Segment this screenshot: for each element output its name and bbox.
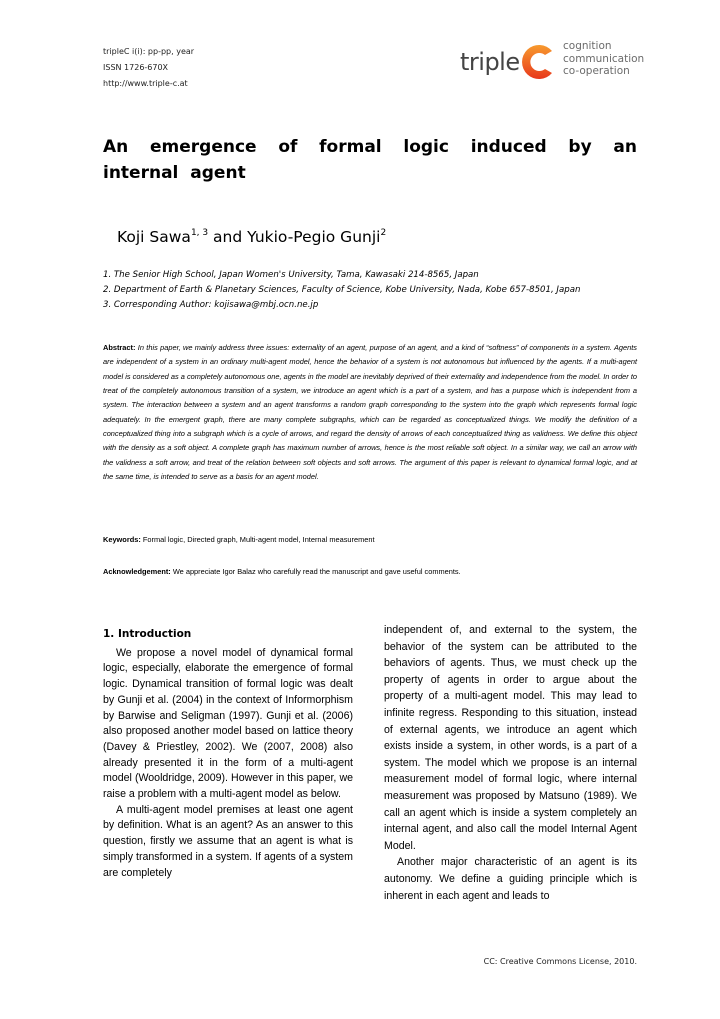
journal-issn: ISSN 1726-670X <box>103 63 169 72</box>
body-column-left <box>103 627 353 881</box>
author-connector: and <box>208 228 248 246</box>
logo-wordmark: triple <box>460 48 520 76</box>
affiliations <box>103 268 637 313</box>
author-affiliation-marker: 1, 3 <box>190 228 209 238</box>
acknowledgement <box>103 567 637 577</box>
keywords-label: Keywords: <box>103 535 141 544</box>
affiliation-item: 1. The Senior High School, Japan Women's University, Tama, Kawasaki 214-8565, Japan <box>103 270 479 280</box>
keywords-text: Formal logic, Directed graph, Multi-agent model, Internal measurement <box>142 535 375 544</box>
logo-tagline <box>563 40 644 78</box>
author-affiliation-marker: 2 <box>380 228 387 238</box>
author-name: Yukio-Pegio Gunji <box>247 228 381 246</box>
author-name: Koji Sawa <box>117 228 191 246</box>
license-footer: CC: Creative Commons License, 2010. <box>483 957 637 966</box>
acknowledgement-text: We appreciate Igor Balaz who carefully read the manuscript and gave useful comments. <box>172 567 461 576</box>
body-paragraph: We propose a novel model of dynamical formal logic, especially, elaborate the emergence of formal logic. Dynamical transition of formal logic was dealt by Gunji et al. (2004) in the context of Informorphism by Barwise and Seligman (1997). Gunji et al. (2006) also proposed another model based on lattice theory (Davey & Priestley, 2002). We (2007, 2008) also already presented it in the form of a multi-agent model (Wooldridge, 2009). However in this paper, we raise a problem with a multi-agent model as below. <box>103 646 353 801</box>
affiliation-item: 2. Department of Earth & Planetary Sciences, Faculty of Science, Kobe University, Nada, Kobe 657-8501, Japan <box>103 285 581 295</box>
paper-title: An emergence of formal logic induced by an internal agent <box>103 137 637 183</box>
body-paragraph: Another major characteristic of an agent is its autonomy. We define a guiding principle which is inherent in each agent and leads to <box>384 856 637 902</box>
corresponding-author: 3. Corresponding Author: kojisawa@mbj.ocn.ne.jp <box>103 300 319 310</box>
acknowledgement-label: Acknowledgement: <box>103 567 171 576</box>
body-column-right <box>384 622 637 904</box>
logo-tagline-cognition: cognition <box>563 40 612 52</box>
logo-tagline-cooperation: co-operation <box>563 65 630 77</box>
logo-tagline-communication: communication <box>563 52 645 65</box>
triplec-logo <box>460 40 645 90</box>
journal-header <box>103 44 194 92</box>
keywords <box>103 535 637 545</box>
journal-url[interactable]: http://www.triple-c.at <box>103 79 188 88</box>
stylized-c-icon <box>518 42 558 82</box>
abstract <box>103 341 637 484</box>
journal-issue: tripleC i(i): pp-pp, year <box>103 47 195 56</box>
body-paragraph: independent of, and external to the system, the behavior of the system can be attributed to the behaviors of agents. Thus, we must check up the property of agents in order to argue about the property of a multi-agent model. This may lead to infinite regress. Responding to this situation, instead of external agents, we introduce an agent which exists inside a system, in other words, is a part of a system. The model which we propose is an internal measurement model of formal logic, where internal measurement was proposed by Matsuno (1989). We call an agent which is inside a system completely an internal agent, and also call the model Internal Agent Model. <box>384 624 637 852</box>
section-heading: 1. Introduction <box>103 628 192 640</box>
body-paragraph: A multi-agent model premises at least one agent by definition. What is an agent? As an answer to this question, firstly we assume that an agent is what is simply transformed in a system. If agents of a system are completely <box>103 803 353 879</box>
abstract-text: In this paper, we mainly address three issues: externality of an agent, purpose of an agent, and a kind of “softness” of components in a system. Agents are independent of a system in an ordinary multi-agent model, hence the behavior of a system is not autonomous but influenced by the agents. If a multi-agent model is considered as a completely autonomous one, agents in the model are inevitably deprived of their externality and independence from the model. In order to treat of the completely autonomous transition of a system, we introduce an agent which is a part of a system, and has a purpose which is independent from a system. The interaction between a system and an agent transforms a random graph corresponding to the system into the graph which represents formal logic adequately. In the emergent graph, there are many complete subgraphs, which can be regarded as conceptualized things. We modify the definition of a conceptualized thing into a subgraph which is a cycle of arrows, and regard the density of arrows of each conceptualized thing as validness. We define this object with the density as a soft object. A complete graph has maximum number of arrows, hence is the most reliable soft object. In a similar way, we call an arrow with the validness a soft arrow, and treat of the relation between soft objects and soft arrows. The argument of this paper is relevant to dynamical formal logic, and at the same time, is intended to serve as a basis for an agent model. <box>103 343 637 482</box>
abstract-label: Abstract: <box>103 343 136 352</box>
author-list <box>117 228 386 246</box>
